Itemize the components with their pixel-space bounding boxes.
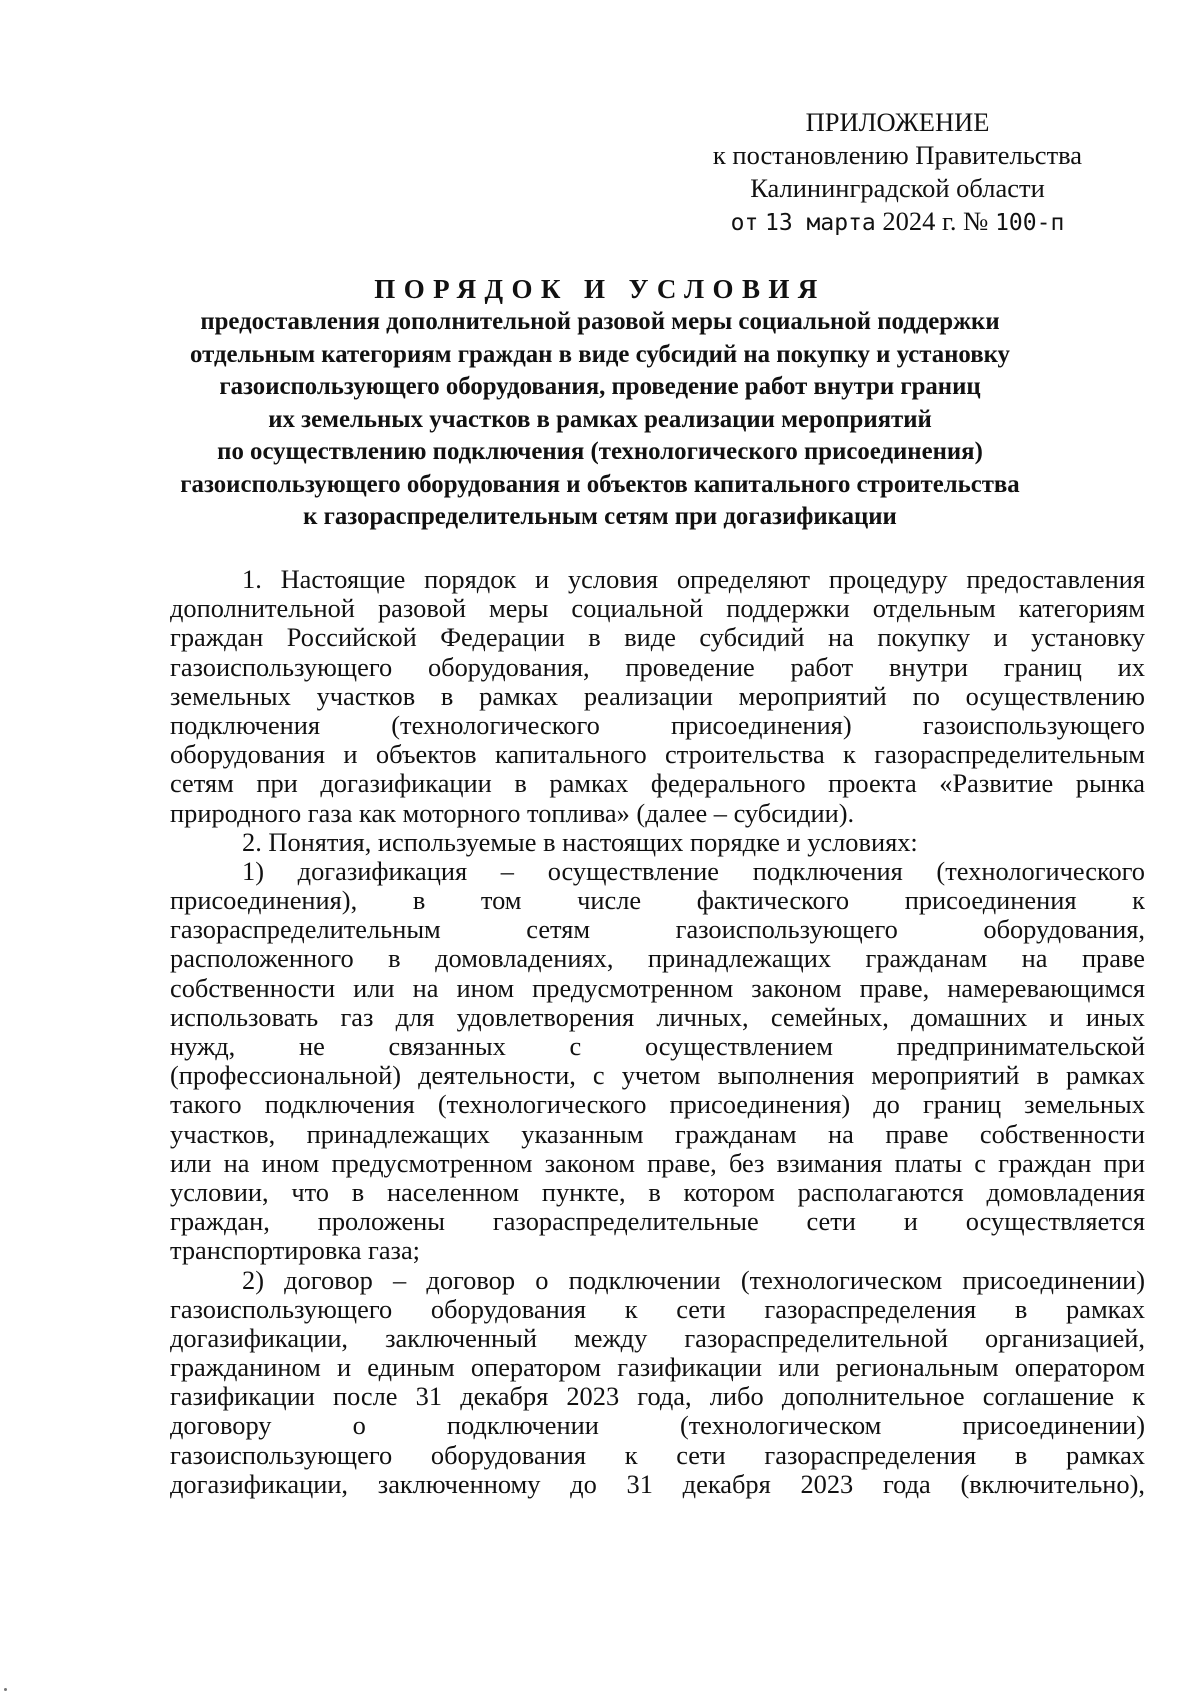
subtitle-line: газоиспользующего оборудования и объектов капитального строительства [180, 470, 1020, 498]
body-line: граждан, проложены газораспределительные сети и осуществляется [170, 1206, 1145, 1237]
body-line: расположенного в домовладениях, принадлежащих гражданам на праве [170, 943, 1145, 974]
subtitle-line: предоставления дополнительной разовой меры социальной поддержки [200, 308, 1000, 335]
subtitle-line: по осуществлению подключения (технологического присоединения) [217, 438, 983, 465]
body-line: 1. Настоящие порядок и условия определяют процедуру предоставления [242, 564, 1145, 594]
body-line: дополнительной разовой меры социальной поддержки отдельным категориям [170, 593, 1145, 624]
body-line: догазификации, заключенный между газораспределительной организацией, [170, 1322, 1145, 1353]
body-line: газоиспользующего оборудования к сети газораспределения в рамках [170, 1293, 1145, 1324]
date-prefix: от [730, 210, 759, 236]
document-subtitle [150, 306, 1050, 534]
body-line: природного газа как моторного топлива» (далее – субсидии). [170, 797, 855, 828]
body-line: присоединения), в том числе фактического присоединения к [170, 885, 1145, 916]
document-title: ПОРЯДОК И УСЛОВИЯ [374, 274, 826, 304]
body-line: транспортировка газа; [170, 1235, 421, 1266]
body-line: догазификации, заключенному до 31 декабря 2023 года (включительно), [170, 1468, 1145, 1499]
appendix-header [650, 106, 1145, 240]
body-line: газификации после 31 декабря 2023 года, либо дополнительное соглашение к [170, 1381, 1145, 1412]
body-line: (профессиональной) деятельности, с учетом выполнения мероприятий в рамках [170, 1060, 1145, 1091]
subtitle-line: газоиспользующего оборудования, проведение работ внутри границ [219, 373, 981, 400]
body-line: 2. Понятия, используемые в настоящих порядке и условиях: [242, 826, 918, 857]
body-line: оборудования и объектов капитального строительства к газораспределительным [170, 739, 1145, 770]
body-line: сетям при догазификации в рамках федерального проекта «Развитие рынка [170, 768, 1145, 799]
body-line: 1) догазификация – осуществление подключения (технологического [242, 855, 1145, 886]
body-line: 2) договор – договор о подключении (технологическом присоединении) [242, 1264, 1145, 1295]
body-line: использовать газ для удовлетворения личных, семейных, домашних и иных [170, 1001, 1145, 1032]
appendix-line-1: к постановлению Правительства [712, 140, 1083, 170]
subtitle-line: к газораспределительным сетям при догазификации [303, 503, 897, 530]
body-line: газоиспользующего оборудования, проведение работ внутри границ их [170, 651, 1145, 682]
subtitle-line: их земельных участков в рамках реализации мероприятий [268, 405, 932, 433]
body-line: земельных участков в рамках реализации мероприятий по осуществлению [170, 680, 1145, 711]
appendix-date-line [650, 205, 1145, 240]
decree-number: 100-п [995, 210, 1065, 236]
body-line: условии, что в населенном пункте, в котором располагаются домовладения [170, 1176, 1145, 1207]
body-line: собственности или на ином предусмотренном законом праве, намеревающимся [170, 972, 1145, 1003]
scan-speck [4, 1688, 7, 1691]
body-line: гражданином и единым оператором газификации или региональным оператором [170, 1352, 1145, 1383]
body-line: или на ином предусмотренном законом праве, без взимания платы с граждан при [170, 1147, 1145, 1178]
body-line: газоиспользующего оборудования к сети газораспределения в рамках [170, 1439, 1145, 1470]
body-line: такого подключения (технологического присоединения) до границ земельных [170, 1089, 1145, 1120]
date-year: 2024 г. № [882, 206, 989, 236]
body-line: нужд, не связанных с осуществлением предпринимательской [170, 1031, 1145, 1061]
appendix-line-2: Калининградской области [750, 173, 1045, 203]
body-line: газораспределительным сетям газоиспользующего оборудования, [170, 914, 1145, 945]
body-line: граждан Российской Федерации в виде субсидий на покупку и установку [170, 622, 1145, 653]
body-line: подключения (технологического присоединения) газоиспользующего [170, 709, 1145, 740]
subtitle-line: отдельным категориям граждан в виде субсидий на покупку и установку [190, 340, 1010, 368]
appendix-title: ПРИЛОЖЕНИЕ [805, 107, 990, 137]
document-body [170, 565, 1145, 1499]
body-line: договору о подключении (технологическом присоединении) [170, 1410, 1145, 1441]
body-line: участков, принадлежащих указанным гражданам на праве собственности [170, 1118, 1145, 1149]
date-day-month: 13 марта [765, 210, 876, 236]
